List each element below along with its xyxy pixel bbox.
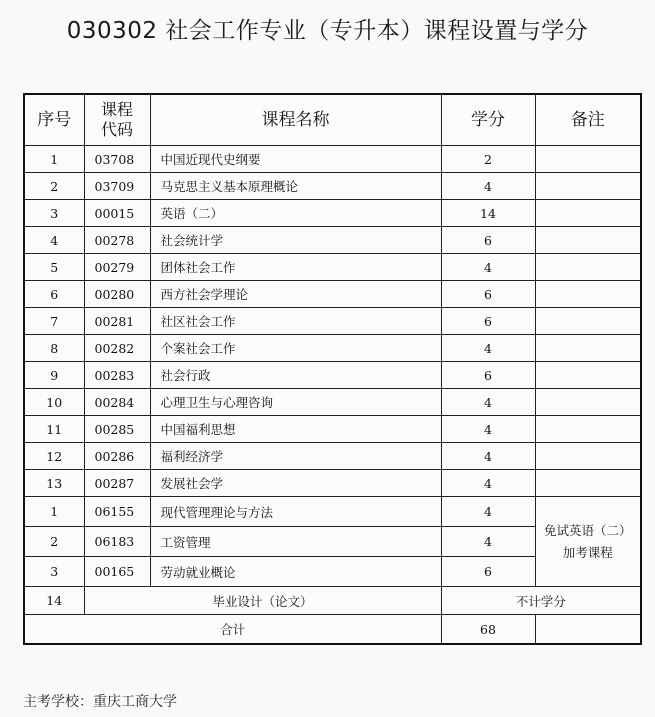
- course-credit: 4: [441, 335, 535, 362]
- header-code-line1: 课程: [100, 100, 133, 119]
- extra-course-credit: 4: [441, 497, 535, 527]
- table-row: [24, 470, 641, 497]
- course-seq: 8: [24, 335, 84, 362]
- table-row: [24, 443, 641, 470]
- course-credit: 6: [441, 281, 535, 308]
- course-code: 00283: [84, 362, 150, 389]
- table-row: [24, 389, 641, 416]
- course-name: 中国福利思想: [150, 416, 441, 443]
- extra-course-name: 工资管理: [150, 527, 441, 557]
- table-row: [24, 362, 641, 389]
- header-name: 课程名称: [150, 94, 441, 146]
- table-row: [24, 308, 641, 335]
- course-seq: 5: [24, 254, 84, 281]
- course-name: 社会统计学: [150, 227, 441, 254]
- course-note: [535, 335, 641, 362]
- course-credit: 2: [441, 146, 535, 173]
- course-code: 00287: [84, 470, 150, 497]
- total-row: [24, 615, 641, 645]
- table-row: [24, 281, 641, 308]
- course-seq: 12: [24, 443, 84, 470]
- course-credit: 4: [441, 173, 535, 200]
- thesis-row: [24, 587, 641, 615]
- course-credit: 4: [441, 389, 535, 416]
- course-name: 社区社会工作: [150, 308, 441, 335]
- course-code: 03708: [84, 146, 150, 173]
- course-code: 00015: [84, 200, 150, 227]
- course-name: 西方社会学理论: [150, 281, 441, 308]
- course-name: 个案社会工作: [150, 335, 441, 362]
- exam-school: 主考学校：重庆工商大学: [23, 694, 177, 710]
- table-row: [24, 146, 641, 173]
- header-code: [84, 94, 150, 146]
- course-seq: 13: [24, 470, 84, 497]
- course-name: 团体社会工作: [150, 254, 441, 281]
- total-label: 合计: [24, 615, 441, 645]
- course-code: 00278: [84, 227, 150, 254]
- course-note: [535, 389, 641, 416]
- course-code: 00279: [84, 254, 150, 281]
- course-code: 00284: [84, 389, 150, 416]
- course-table: [23, 93, 642, 645]
- thesis-name: 毕业设计（论文）: [84, 587, 441, 615]
- header-seq: 序号: [24, 94, 84, 146]
- header-note: 备注: [535, 94, 641, 146]
- course-note: [535, 254, 641, 281]
- course-credit: 6: [441, 308, 535, 335]
- total-note: [535, 615, 641, 645]
- table-row: [24, 416, 641, 443]
- course-note: [535, 308, 641, 335]
- table-row: [24, 200, 641, 227]
- course-credit: 4: [441, 470, 535, 497]
- course-note: [535, 281, 641, 308]
- course-code: 00285: [84, 416, 150, 443]
- extra-course-name: 现代管理理论与方法: [150, 497, 441, 527]
- course-note: [535, 200, 641, 227]
- header-credit: 学分: [441, 94, 535, 146]
- extra-note-line2: 加考课程: [562, 544, 613, 560]
- course-name: 英语（二）: [150, 200, 441, 227]
- course-note: [535, 362, 641, 389]
- course-credit: 4: [441, 254, 535, 281]
- course-code: 00280: [84, 281, 150, 308]
- extra-course-credit: 6: [441, 557, 535, 587]
- page-title: 030302 社会工作专业（专升本）课程设置与学分: [66, 18, 589, 44]
- course-seq: 1: [24, 146, 84, 173]
- header-code-line2: 代码: [100, 120, 133, 139]
- course-seq: 7: [24, 308, 84, 335]
- extra-course-row: [24, 497, 641, 527]
- course-seq: 9: [24, 362, 84, 389]
- course-seq: 6: [24, 281, 84, 308]
- course-credit: 6: [441, 362, 535, 389]
- course-credit: 4: [441, 443, 535, 470]
- course-code: 00286: [84, 443, 150, 470]
- course-seq: 2: [24, 173, 84, 200]
- extra-course-seq: 1: [24, 497, 84, 527]
- course-name: 福利经济学: [150, 443, 441, 470]
- course-note: [535, 173, 641, 200]
- extra-course-note: [535, 497, 641, 587]
- extra-course-code: 06183: [84, 527, 150, 557]
- total-credit: 68: [441, 615, 535, 645]
- thesis-credit: 不计学分: [441, 587, 641, 615]
- table-row: [24, 335, 641, 362]
- extra-note-line1: 免试英语（二）: [543, 522, 632, 538]
- course-seq: 4: [24, 227, 84, 254]
- thesis-seq: 14: [24, 587, 84, 615]
- course-note: [535, 227, 641, 254]
- course-seq: 10: [24, 389, 84, 416]
- course-note: [535, 443, 641, 470]
- course-name: 社会行政: [150, 362, 441, 389]
- course-name: 中国近现代史纲要: [150, 146, 441, 173]
- course-name: 马克思主义基本原理概论: [150, 173, 441, 200]
- course-seq: 11: [24, 416, 84, 443]
- table-row: [24, 227, 641, 254]
- course-code: 03709: [84, 173, 150, 200]
- course-credit: 6: [441, 227, 535, 254]
- course-code: 00282: [84, 335, 150, 362]
- course-seq: 3: [24, 200, 84, 227]
- table-row: [24, 254, 641, 281]
- table-header-row: [24, 94, 641, 146]
- extra-course-name: 劳动就业概论: [150, 557, 441, 587]
- course-note: [535, 470, 641, 497]
- course-credit: 14: [441, 200, 535, 227]
- course-name: 心理卫生与心理咨询: [150, 389, 441, 416]
- course-name: 发展社会学: [150, 470, 441, 497]
- extra-course-seq: 2: [24, 527, 84, 557]
- extra-course-seq: 3: [24, 557, 84, 587]
- course-note: [535, 146, 641, 173]
- course-code: 00281: [84, 308, 150, 335]
- course-credit: 4: [441, 416, 535, 443]
- table-row: [24, 173, 641, 200]
- extra-course-code: 06155: [84, 497, 150, 527]
- course-note: [535, 416, 641, 443]
- extra-course-code: 00165: [84, 557, 150, 587]
- extra-course-credit: 4: [441, 527, 535, 557]
